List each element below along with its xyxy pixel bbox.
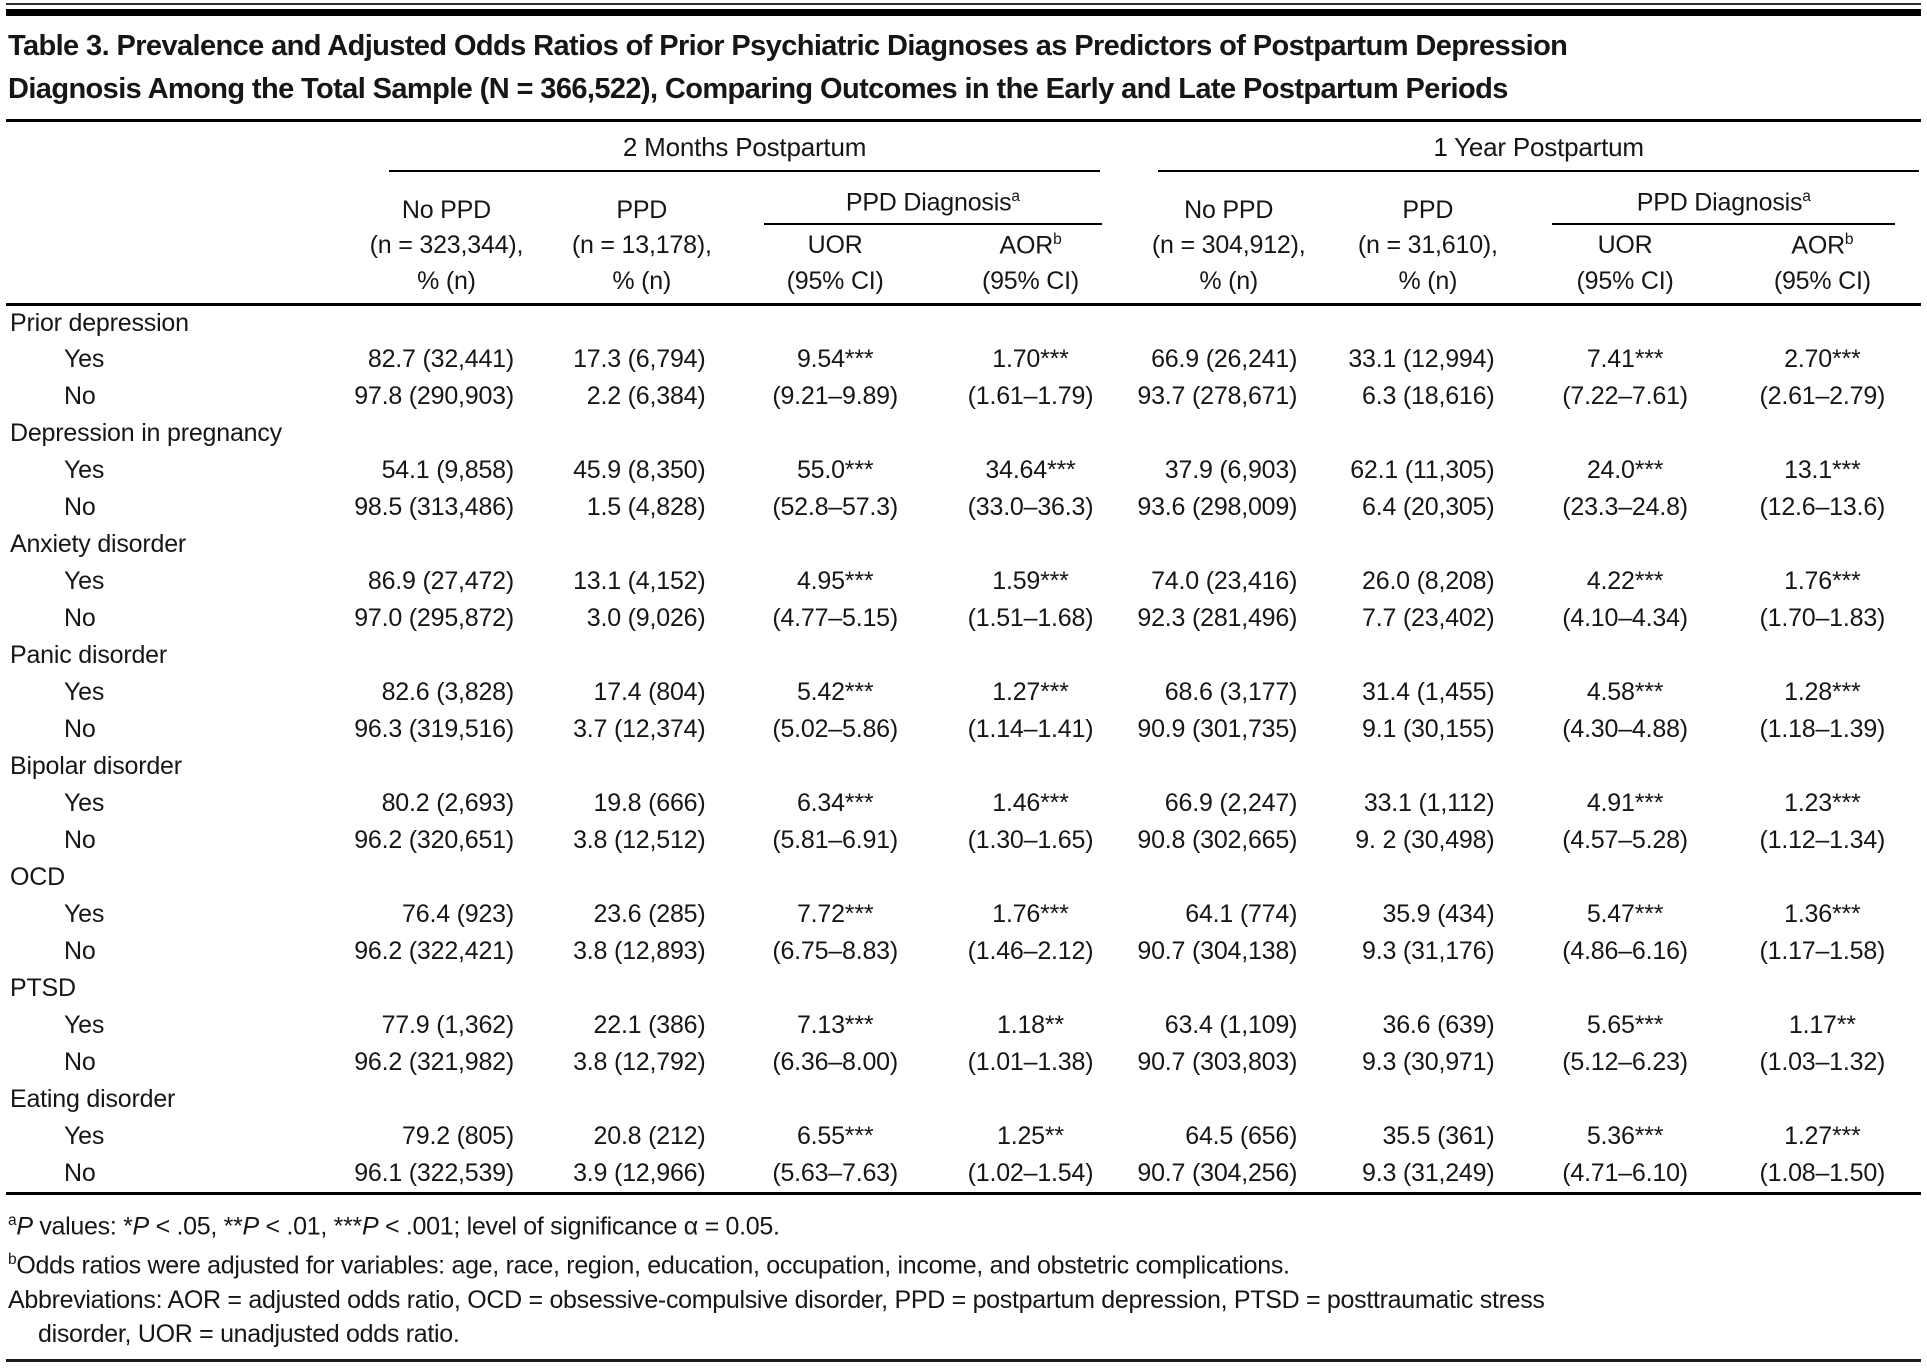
col-header-aor-1y <box>1724 226 1921 265</box>
row-label: Yes <box>64 1011 105 1039</box>
section-label: Depression in pregnancy <box>10 419 282 447</box>
ppd-diagnosis-label-2m: PPD Diagnosis <box>845 188 1012 216</box>
table-row <box>6 1155 1921 1192</box>
value-cell: 24.0*** <box>1586 456 1664 484</box>
footnote-a-p1: P <box>16 1212 33 1241</box>
value-cell: 9.3 (30,971) <box>1362 1048 1495 1076</box>
ppd-diagnosis-label-1y: PPD Diagnosis <box>1636 188 1803 216</box>
value-cell: (1.51–1.68) <box>967 604 1094 632</box>
value-cell: 9.3 (31,176) <box>1362 937 1495 965</box>
value-cell: 7.13*** <box>796 1011 874 1039</box>
value-cell: 66.9 (26,241) <box>1151 345 1298 373</box>
value-cell: 6.3 (18,616) <box>1362 382 1495 410</box>
col-header-pct-n-no-ppd-1y: % (n) <box>1128 265 1329 304</box>
footnote-b <box>8 1243 1919 1282</box>
value-cell: 4.22*** <box>1586 567 1664 595</box>
value-cell: 74.0 (23,416) <box>1151 567 1298 595</box>
section-row <box>6 748 1921 785</box>
value-cell: (52.8–57.3) <box>772 493 898 521</box>
table-row <box>6 341 1921 378</box>
table-row <box>6 1118 1921 1155</box>
header-spacer <box>6 265 347 304</box>
value-cell: 5.36*** <box>1586 1122 1664 1150</box>
col-header-pct-n-no-ppd-2m: % (n) <box>347 265 546 304</box>
group-header-row <box>6 122 1921 172</box>
value-cell: 9.3 (31,249) <box>1362 1159 1495 1187</box>
value-cell: (7.22–7.61) <box>1562 382 1688 410</box>
value-cell: 7.7 (23,402) <box>1362 604 1495 632</box>
value-cell: (4.86–6.16) <box>1562 937 1688 965</box>
bottom-rule <box>6 1359 1921 1362</box>
value-cell: (1.70–1.83) <box>1759 604 1886 632</box>
value-cell: 4.91*** <box>1586 789 1664 817</box>
value-cell: 1.28*** <box>1784 678 1861 706</box>
table-row <box>6 785 1921 822</box>
value-cell: 1.5 (4,828) <box>586 493 706 521</box>
group-header-cell-2months <box>347 122 1128 172</box>
row-label: Yes <box>64 900 105 928</box>
row-label: No <box>64 493 96 521</box>
col-header-uor-2m: UOR <box>807 231 863 259</box>
col-header-no-ppd-2m: No PPD <box>401 196 491 224</box>
row-label: No <box>64 715 96 743</box>
value-cell: (4.10–4.34) <box>1562 604 1688 632</box>
value-cell: (1.14–1.41) <box>967 715 1094 743</box>
col-header-ppd-2m: PPD <box>616 196 668 224</box>
col-header-ppd-diagnosis-2m <box>764 188 1103 225</box>
table-row <box>6 822 1921 859</box>
col-header-ppd-n-1y: (n = 31,610), <box>1357 231 1498 259</box>
section-row <box>6 415 1921 452</box>
value-cell: (6.36–8.00) <box>772 1048 898 1076</box>
table-row <box>6 1044 1921 1081</box>
footnote-a-t3: < .01, *** <box>258 1212 362 1241</box>
value-cell: (9.21–9.89) <box>772 382 898 410</box>
header-spacer <box>6 172 347 226</box>
value-cell: 92.3 (281,496) <box>1137 604 1298 632</box>
table-row <box>6 600 1921 637</box>
value-cell: (5.12–6.23) <box>1562 1048 1688 1076</box>
value-cell: 96.2 (320,651) <box>354 826 515 854</box>
value-cell: 37.9 (6,903) <box>1164 456 1298 484</box>
aor-sup-1y: b <box>1844 230 1854 248</box>
table-title-line2: Diagnosis Among the Total Sample (N = 366,522), Comparing Outcomes in the Early and Late Postpartum Periods <box>8 73 1508 105</box>
value-cell: 96.1 (322,539) <box>354 1159 515 1187</box>
value-cell: 1.46*** <box>992 789 1069 817</box>
value-cell: 35.9 (434) <box>1382 900 1495 928</box>
footnote-b-text: Odds ratios were adjusted for variables: age, race, region, education, occupation, income, and obstetric complications. <box>16 1251 1290 1280</box>
col-header-aor-ci-2m: (95% CI) <box>933 265 1128 304</box>
row-label: Yes <box>64 789 105 817</box>
section-row <box>6 637 1921 674</box>
value-cell: 90.7 (304,256) <box>1137 1159 1298 1187</box>
value-cell: 1.25** <box>997 1122 1064 1150</box>
section-row <box>6 304 1921 341</box>
value-cell: 96.2 (322,421) <box>354 937 515 965</box>
value-cell: (1.03–1.32) <box>1759 1048 1886 1076</box>
value-cell: (1.17–1.58) <box>1759 937 1886 965</box>
col-header-uor-ci-2m: (95% CI) <box>738 265 933 304</box>
value-cell: (12.6–13.6) <box>1759 493 1886 521</box>
value-cell: 2.2 (6,384) <box>586 382 706 410</box>
data-table <box>6 122 1921 1192</box>
value-cell: 66.9 (2,247) <box>1164 789 1298 817</box>
value-cell: 31.4 (1,455) <box>1362 678 1495 706</box>
value-cell: (5.02–5.86) <box>772 715 898 743</box>
subheader-row-1 <box>6 172 1921 226</box>
value-cell: 90.8 (302,665) <box>1137 826 1298 854</box>
value-cell: 3.8 (12,512) <box>573 826 706 854</box>
footnote-a-t4: < .001; level of significance α = 0.05. <box>378 1212 780 1241</box>
col-header-uor-ci-1y: (95% CI) <box>1526 265 1723 304</box>
footnote-a-t1: values: * <box>32 1212 133 1241</box>
section-row <box>6 526 1921 563</box>
footnote-abbreviations-line1: Abbreviations: AOR = adjusted odds ratio, OCD = obsessive-compulsive disorder, PPD = postpartum depression, PTSD = posttraumatic stress <box>8 1285 1545 1314</box>
section-row <box>6 970 1921 1007</box>
value-cell: 19.8 (666) <box>593 789 706 817</box>
footnotes <box>6 1195 1921 1351</box>
value-cell: 45.9 (8,350) <box>573 456 706 484</box>
value-cell: 68.6 (3,177) <box>1164 678 1298 706</box>
col-header-ppd-n-2m: (n = 13,178), <box>571 231 712 259</box>
footnote-a-p2: P <box>132 1212 149 1241</box>
value-cell: 17.3 (6,794) <box>573 345 706 373</box>
value-cell: 36.6 (639) <box>1382 1011 1495 1039</box>
value-cell: (5.63–7.63) <box>772 1159 898 1187</box>
value-cell: 5.42*** <box>796 678 874 706</box>
value-cell: (5.81–6.91) <box>772 826 898 854</box>
value-cell: 77.9 (1,362) <box>381 1011 515 1039</box>
value-cell: 64.1 (774) <box>1185 900 1298 928</box>
header-spacer <box>6 226 347 265</box>
aor-label-2m: AOR <box>999 231 1054 260</box>
value-cell: 93.6 (298,009) <box>1137 493 1298 521</box>
table-row <box>6 489 1921 526</box>
value-cell: (4.71–6.10) <box>1562 1159 1688 1187</box>
table-body <box>6 304 1921 1192</box>
value-cell: 96.2 (321,982) <box>354 1048 515 1076</box>
top-thin-rule <box>6 3 1921 5</box>
col-header-uor-1y: UOR <box>1597 231 1653 259</box>
col-header-aor-2m <box>933 226 1128 265</box>
value-cell: 1.70*** <box>992 345 1069 373</box>
value-cell: 9.54*** <box>796 345 874 373</box>
value-cell: 3.0 (9,026) <box>586 604 706 632</box>
value-cell: 62.1 (11,305) <box>1350 456 1495 484</box>
value-cell: 1.59*** <box>992 567 1069 595</box>
table-row <box>6 896 1921 933</box>
value-cell: 9. 2 (30,498) <box>1355 826 1495 854</box>
value-cell: 4.95*** <box>796 567 874 595</box>
value-cell: 90.9 (301,735) <box>1137 715 1298 743</box>
value-cell: 34.64*** <box>985 456 1076 484</box>
section-label: PTSD <box>10 974 76 1002</box>
value-cell: 79.2 (805) <box>402 1122 515 1150</box>
table-row <box>6 674 1921 711</box>
value-cell: 9.1 (30,155) <box>1362 715 1495 743</box>
section-row <box>6 859 1921 896</box>
value-cell: 33.1 (1,112) <box>1363 789 1495 817</box>
top-thick-rule <box>6 9 1921 16</box>
section-row <box>6 1081 1921 1118</box>
value-cell: 6.34*** <box>796 789 874 817</box>
value-cell: 13.1*** <box>1784 456 1861 484</box>
value-cell: 3.8 (12,792) <box>573 1048 706 1076</box>
section-label: Prior depression <box>10 308 189 337</box>
value-cell: 54.1 (9,858) <box>381 456 515 484</box>
footnote-a-p4: P <box>361 1212 379 1241</box>
row-label: Yes <box>64 456 105 484</box>
table-row <box>6 1007 1921 1044</box>
value-cell: 26.0 (8,208) <box>1362 567 1495 595</box>
aor-label-1y: AOR <box>1791 231 1845 260</box>
value-cell: (1.01–1.38) <box>967 1048 1094 1076</box>
group-header-1year: 1 Year Postpartum <box>1158 132 1919 172</box>
value-cell: 3.7 (12,374) <box>573 715 706 743</box>
value-cell: 98.5 (313,486) <box>354 493 515 521</box>
footnote-a-sup: a <box>8 1212 17 1229</box>
row-label: Yes <box>64 678 105 706</box>
value-cell: 76.4 (923) <box>402 900 515 928</box>
value-cell: 90.7 (304,138) <box>1137 937 1298 965</box>
value-cell: (1.61–1.79) <box>967 382 1094 410</box>
value-cell: 5.65*** <box>1586 1011 1664 1039</box>
value-cell: 20.8 (212) <box>593 1122 706 1150</box>
value-cell: 93.7 (278,671) <box>1137 382 1298 410</box>
row-label: Yes <box>64 345 105 373</box>
value-cell: 1.17** <box>1788 1011 1856 1039</box>
table-title-line1: Table 3. Prevalence and Adjusted Odds Ratios of Prior Psychiatric Diagnoses as Predictors of Postpartum Depression <box>8 30 1568 62</box>
subheader-row-2 <box>6 226 1921 265</box>
value-cell: 97.8 (290,903) <box>354 382 515 410</box>
value-cell: (1.18–1.39) <box>1759 715 1886 743</box>
value-cell: (6.75–8.83) <box>772 937 898 965</box>
value-cell: (1.46–2.12) <box>967 937 1094 965</box>
value-cell: (1.08–1.50) <box>1759 1159 1886 1187</box>
value-cell: 22.1 (386) <box>593 1011 706 1039</box>
value-cell: 35.5 (361) <box>1382 1122 1495 1150</box>
row-label: Yes <box>64 1122 105 1150</box>
col-header-ppd-1y: PPD <box>1402 196 1454 224</box>
col-header-no-ppd-n-2m: (n = 323,344), <box>369 231 524 259</box>
value-cell: 1.76*** <box>992 900 1069 928</box>
section-label: Eating disorder <box>10 1085 176 1113</box>
value-cell: 1.18** <box>997 1011 1064 1039</box>
value-cell: 63.4 (1,109) <box>1164 1011 1298 1039</box>
value-cell: 7.41*** <box>1586 345 1664 373</box>
value-cell: 6.55*** <box>796 1122 874 1150</box>
section-label: Panic disorder <box>10 641 168 669</box>
value-cell: 82.6 (3,828) <box>381 678 515 706</box>
section-label: OCD <box>10 863 65 891</box>
value-cell: 33.1 (12,994) <box>1348 345 1495 373</box>
row-label: No <box>64 1048 96 1076</box>
col-header-pct-n-ppd-1y: % (n) <box>1329 265 1526 304</box>
footnote-a <box>8 1204 1919 1243</box>
table-row <box>6 452 1921 489</box>
value-cell: (4.57–5.28) <box>1562 826 1688 854</box>
value-cell: (2.61–2.79) <box>1759 382 1886 410</box>
value-cell: 3.8 (12,893) <box>573 937 706 965</box>
value-cell: (1.30–1.65) <box>967 826 1094 854</box>
value-cell: 1.27*** <box>1784 1122 1861 1150</box>
col-header-no-ppd-1y: No PPD <box>1184 196 1274 224</box>
value-cell: 90.7 (303,803) <box>1137 1048 1298 1076</box>
col-header-ppd-diagnosis-1y <box>1552 188 1895 225</box>
row-label: No <box>64 1159 96 1187</box>
value-cell: 17.4 (804) <box>593 678 706 706</box>
value-cell: 6.4 (20,305) <box>1362 493 1495 521</box>
value-cell: 64.5 (656) <box>1185 1122 1298 1150</box>
row-label: No <box>64 826 96 854</box>
table-header <box>6 122 1921 304</box>
value-cell: 96.3 (319,516) <box>354 715 515 743</box>
value-cell: 4.58*** <box>1586 678 1664 706</box>
table-row <box>6 933 1921 970</box>
value-cell: 1.23*** <box>1784 789 1861 817</box>
table-row <box>6 563 1921 600</box>
value-cell: (4.30–4.88) <box>1562 715 1688 743</box>
col-header-diagnosis-cell-1y <box>1526 172 1921 226</box>
value-cell: (4.77–5.15) <box>772 604 898 632</box>
subheader-row-3 <box>6 265 1921 304</box>
row-label: No <box>64 382 96 410</box>
section-label: Anxiety disorder <box>10 530 187 558</box>
value-cell: 1.76*** <box>1784 567 1861 595</box>
table-title <box>6 16 1921 119</box>
footnote-a-t2: < .05, ** <box>148 1212 243 1241</box>
value-cell: 82.7 (32,441) <box>367 345 515 373</box>
ppd-diagnosis-sup-1y: a <box>1802 187 1811 205</box>
group-header-cell-1year <box>1128 122 1921 172</box>
footnote-b-sup: b <box>8 1251 17 1269</box>
col-header-aor-ci-1y: (95% CI) <box>1724 265 1921 304</box>
value-cell: 86.9 (27,472) <box>367 567 515 595</box>
table-row <box>6 378 1921 415</box>
value-cell: 80.2 (2,693) <box>381 789 515 817</box>
value-cell: 55.0*** <box>796 456 874 484</box>
ppd-diagnosis-sup-2m: a <box>1011 187 1020 205</box>
value-cell: 23.6 (285) <box>593 900 706 928</box>
col-header-no-ppd-n-1y: (n = 304,912), <box>1151 231 1306 259</box>
value-cell: 5.47*** <box>1586 900 1664 928</box>
aor-sup-2m: b <box>1053 230 1062 248</box>
header-spacer <box>6 122 347 172</box>
value-cell: (33.0–36.3) <box>967 493 1094 521</box>
col-header-diagnosis-cell-2m <box>738 172 1129 226</box>
footnote-abbreviations-line2: disorder, UOR = unadjusted odds ratio. <box>38 1319 460 1348</box>
section-label: Bipolar disorder <box>10 752 182 780</box>
value-cell: 2.70*** <box>1784 345 1861 373</box>
table-row <box>6 711 1921 748</box>
value-cell: (1.12–1.34) <box>1759 826 1886 854</box>
value-cell: 1.27*** <box>992 678 1069 706</box>
row-label: No <box>64 937 96 965</box>
row-label: Yes <box>64 567 105 595</box>
row-label: No <box>64 604 96 632</box>
value-cell: 7.72*** <box>796 900 874 928</box>
col-header-pct-n-ppd-2m: % (n) <box>546 265 737 304</box>
group-header-2months: 2 Months Postpartum <box>389 132 1100 172</box>
footnote-a-p3: P <box>242 1212 259 1241</box>
value-cell: 97.0 (295,872) <box>354 604 515 632</box>
value-cell: 13.1 (4,152) <box>573 567 706 595</box>
value-cell: (1.02–1.54) <box>967 1159 1094 1187</box>
value-cell: 3.9 (12,966) <box>573 1159 706 1187</box>
value-cell: (23.3–24.8) <box>1562 493 1688 521</box>
value-cell: 1.36*** <box>1784 900 1861 928</box>
